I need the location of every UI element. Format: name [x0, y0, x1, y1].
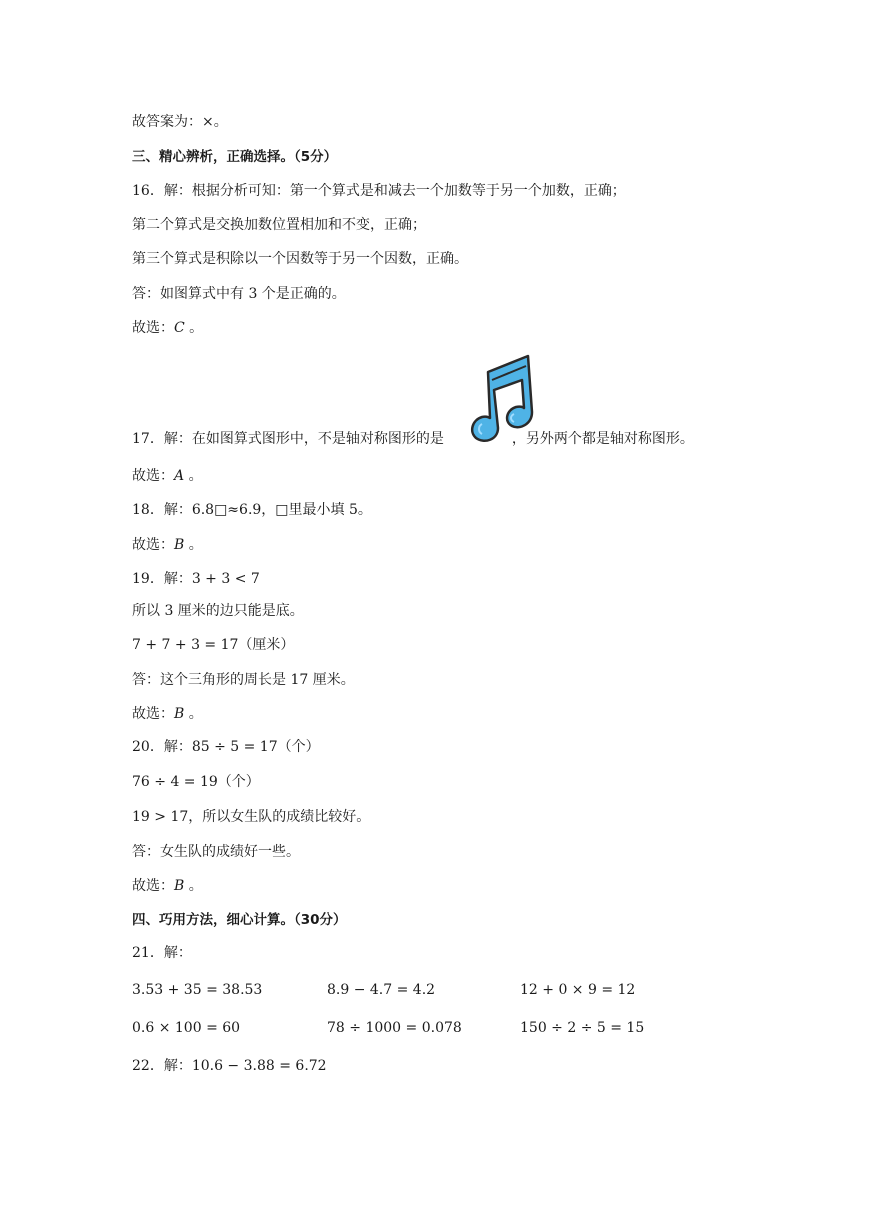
calc-item: 78 ÷ 1000 = 0.078 [327, 1020, 462, 1036]
q16-choice: 故选：C 。 [132, 320, 204, 336]
q19-answer: 答：这个三角形的周长是 17 厘米。 [132, 672, 355, 688]
q20-choice: 故选：B 。 [132, 878, 203, 894]
q18-line: 18．解：6.8□≈6.9，□里最小填 5。 [132, 502, 372, 518]
q16-line-1: 16．解：根据分析可知：第一个算式是和减去一个加数等于另一个加数，正确； [132, 183, 626, 199]
q16-answer: 答：如图算式中有 3 个是正确的。 [132, 286, 346, 302]
q18-choice: 故选：B 。 [132, 537, 203, 553]
q21-line: 21．解： [132, 945, 192, 961]
calc-item: 150 ÷ 2 ÷ 5 = 15 [520, 1020, 645, 1036]
answer-line: 故答案为：×。 [132, 114, 228, 130]
q17-line: 17．解：在如图算式图形中，不是轴对称图形的是 ，另外两个都是轴对称图形。 [132, 431, 694, 447]
q22-line: 22．解：10.6 − 3.88 = 6.72 [132, 1058, 327, 1074]
calc-item: 3.53 + 35 = 38.53 [132, 982, 263, 998]
q20-answer: 答：女生队的成绩好一些。 [132, 844, 300, 860]
calc-item: 12 + 0 × 9 = 12 [520, 982, 636, 998]
q19-line-2: 所以 3 厘米的边只能是底。 [132, 603, 304, 619]
q19-line-1: 19．解：3 + 3 < 7 [132, 571, 260, 587]
q17-choice: 故选：A 。 [132, 468, 203, 484]
section-heading-3: 三、精心辨析，正确选择。（5分） [132, 149, 338, 165]
calc-item: 0.6 × 100 = 60 [132, 1020, 241, 1036]
q16-line-3: 第三个算式是积除以一个因数等于另一个因数，正确。 [132, 251, 468, 267]
q20-line-3: 19 > 17，所以女生队的成绩比较好。 [132, 809, 371, 825]
q20-line-2: 76 ÷ 4 = 19（个） [132, 774, 260, 790]
q16-line-2: 第二个算式是交换加数位置相加和不变，正确； [132, 217, 426, 233]
q19-choice: 故选：B 。 [132, 706, 203, 722]
q20-line-1: 20．解：85 ÷ 5 = 17（个） [132, 739, 320, 755]
q19-line-3: 7 + 7 + 3 = 17（厘米） [132, 637, 295, 653]
section-heading-4: 四、巧用方法，细心计算。（30分） [132, 912, 347, 928]
calc-item: 8.9 − 4.7 = 4.2 [327, 982, 436, 998]
